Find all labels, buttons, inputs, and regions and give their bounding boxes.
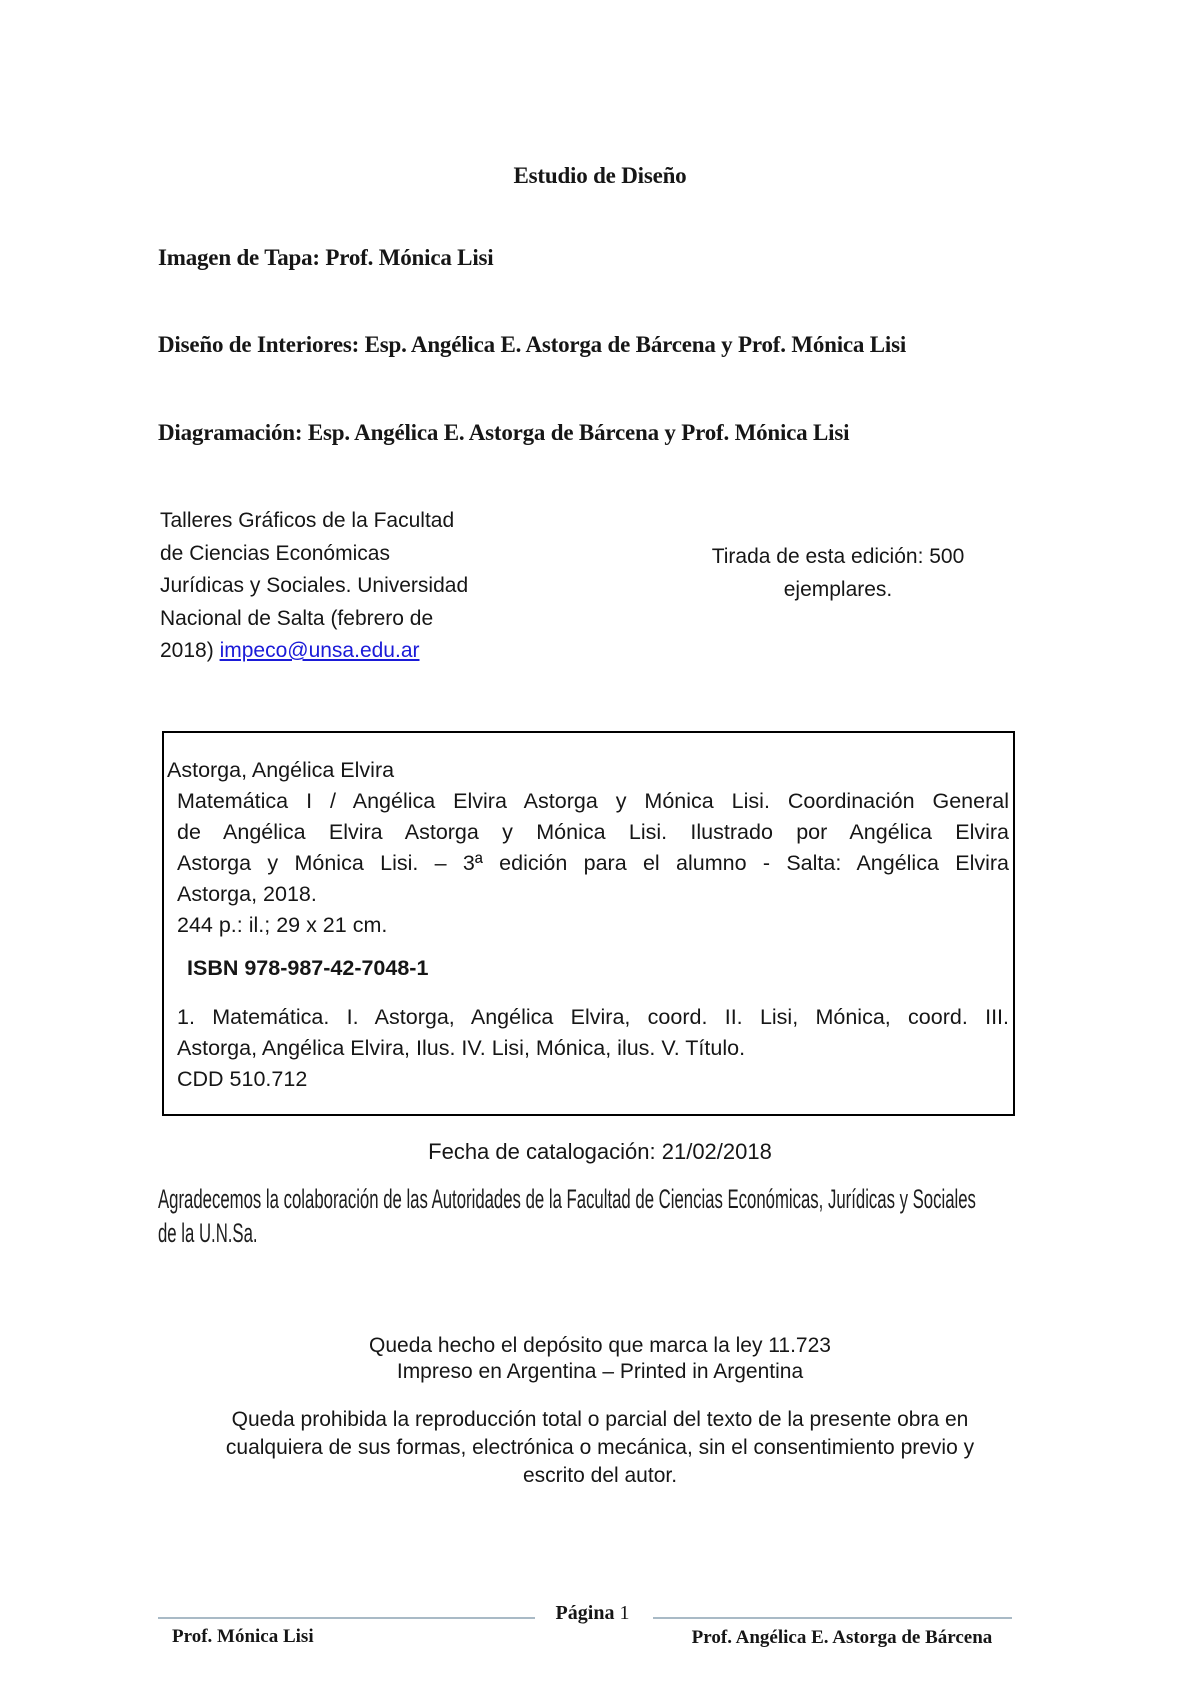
footer-rule-left: [158, 1617, 535, 1619]
printer-info: [160, 505, 500, 668]
catalog-subjects-line: 1. Matemática. I. Astorga, Angélica Elvira, coord. II. Lisi, Mónica, coord. III.: [177, 1005, 1009, 1029]
catalog-subjects-line: Astorga, Angélica Elvira, Ilus. IV. Lisi, Mónica, ilus. V. Título.: [177, 1036, 746, 1060]
acknowledgement-note: [158, 1182, 1200, 1250]
catalog-cdd: CDD 510.712: [177, 1067, 308, 1091]
copyright-prohibition-line: cualquiera de sus formas, electrónica o mecánica, sin el consentimiento previo y: [225, 1436, 975, 1459]
printer-info-line: Jurídicas y Sociales. Universidad: [160, 574, 469, 597]
legal-deposit-note: [160, 1333, 1040, 1385]
credit-interior-design: Diseño de Interiores: Esp. Angélica E. Astorga de Bárcena y Prof. Mónica Lisi: [158, 332, 907, 357]
copyright-prohibition-note: [150, 1406, 1050, 1490]
print-run-note: [688, 540, 988, 606]
footer-page-label: Página: [555, 1602, 615, 1624]
copyright-prohibition-line: escrito del autor.: [522, 1464, 678, 1487]
footer-page-number: 1: [619, 1602, 630, 1624]
catalog-description-line: Astorga, 2018.: [177, 882, 317, 906]
credit-diagramacion: Diagramación: Esp. Angélica E. Astorga de Bárcena y Prof. Mónica Lisi: [158, 420, 850, 445]
cataloging-box: [162, 731, 1015, 1116]
footer-rule-right: [653, 1617, 1012, 1619]
acknowledgement-line: Agradecemos la colaboración de las Autoridades de la Facultad de Ciencias Económicas, Jurídicas y Sociales: [158, 1184, 976, 1214]
printer-info-line: de Ciencias Económicas: [160, 541, 390, 565]
printer-info-line: [160, 635, 500, 668]
copyright-prohibition-line: Queda prohibida la reproducción total o parcial del texto de la presente obra en: [231, 1408, 969, 1431]
catalog-description-line: Astorga y Mónica Lisi. – 3ª edición para el alumno - Salta: Angélica Elvira: [177, 851, 1009, 875]
catalog-author: Astorga, Angélica Elvira: [167, 758, 395, 782]
printer-year-prefix: 2018): [160, 639, 214, 662]
footer-page-indicator: [532, 1602, 653, 1625]
catalog-description-line: Matemática I / Angélica Elvira Astorga y Mónica Lisi. Coordinación General: [177, 789, 1009, 813]
acknowledgement-line: de la U.N.Sa.: [158, 1218, 258, 1248]
print-run-line: ejemplares.: [783, 578, 893, 601]
catalog-physical-description: 244 p.: il.; 29 x 21 cm.: [177, 913, 388, 937]
printer-email-link[interactable]: impeco@unsa.edu.ar: [219, 639, 420, 662]
page-title: Estudio de Diseño: [513, 163, 687, 188]
catalog-description-line: de Angélica Elvira Astorga y Mónica Lisi. Ilustrado por Angélica Elvira: [177, 820, 1009, 844]
cataloging-date: Fecha de catalogación: 21/02/2018: [428, 1139, 772, 1164]
legal-deposit-line: Queda hecho el depósito que marca la ley 11.723: [369, 1334, 831, 1357]
print-run-line: Tirada de esta edición: 500: [711, 545, 965, 568]
printer-info-line: Nacional de Salta (febrero de: [160, 606, 434, 630]
footer-author-right: Prof. Angélica E. Astorga de Bárcena: [691, 1627, 993, 1648]
catalog-isbn: ISBN 978-987-42-7048-1: [187, 956, 429, 980]
printer-info-line: Talleres Gráficos de la Facultad: [160, 509, 455, 532]
legal-deposit-line: Impreso en Argentina – Printed in Argentina: [396, 1360, 804, 1383]
credit-cover-image: Imagen de Tapa: Prof. Mónica Lisi: [158, 245, 494, 270]
footer-author-left: Prof. Mónica Lisi: [172, 1626, 314, 1647]
